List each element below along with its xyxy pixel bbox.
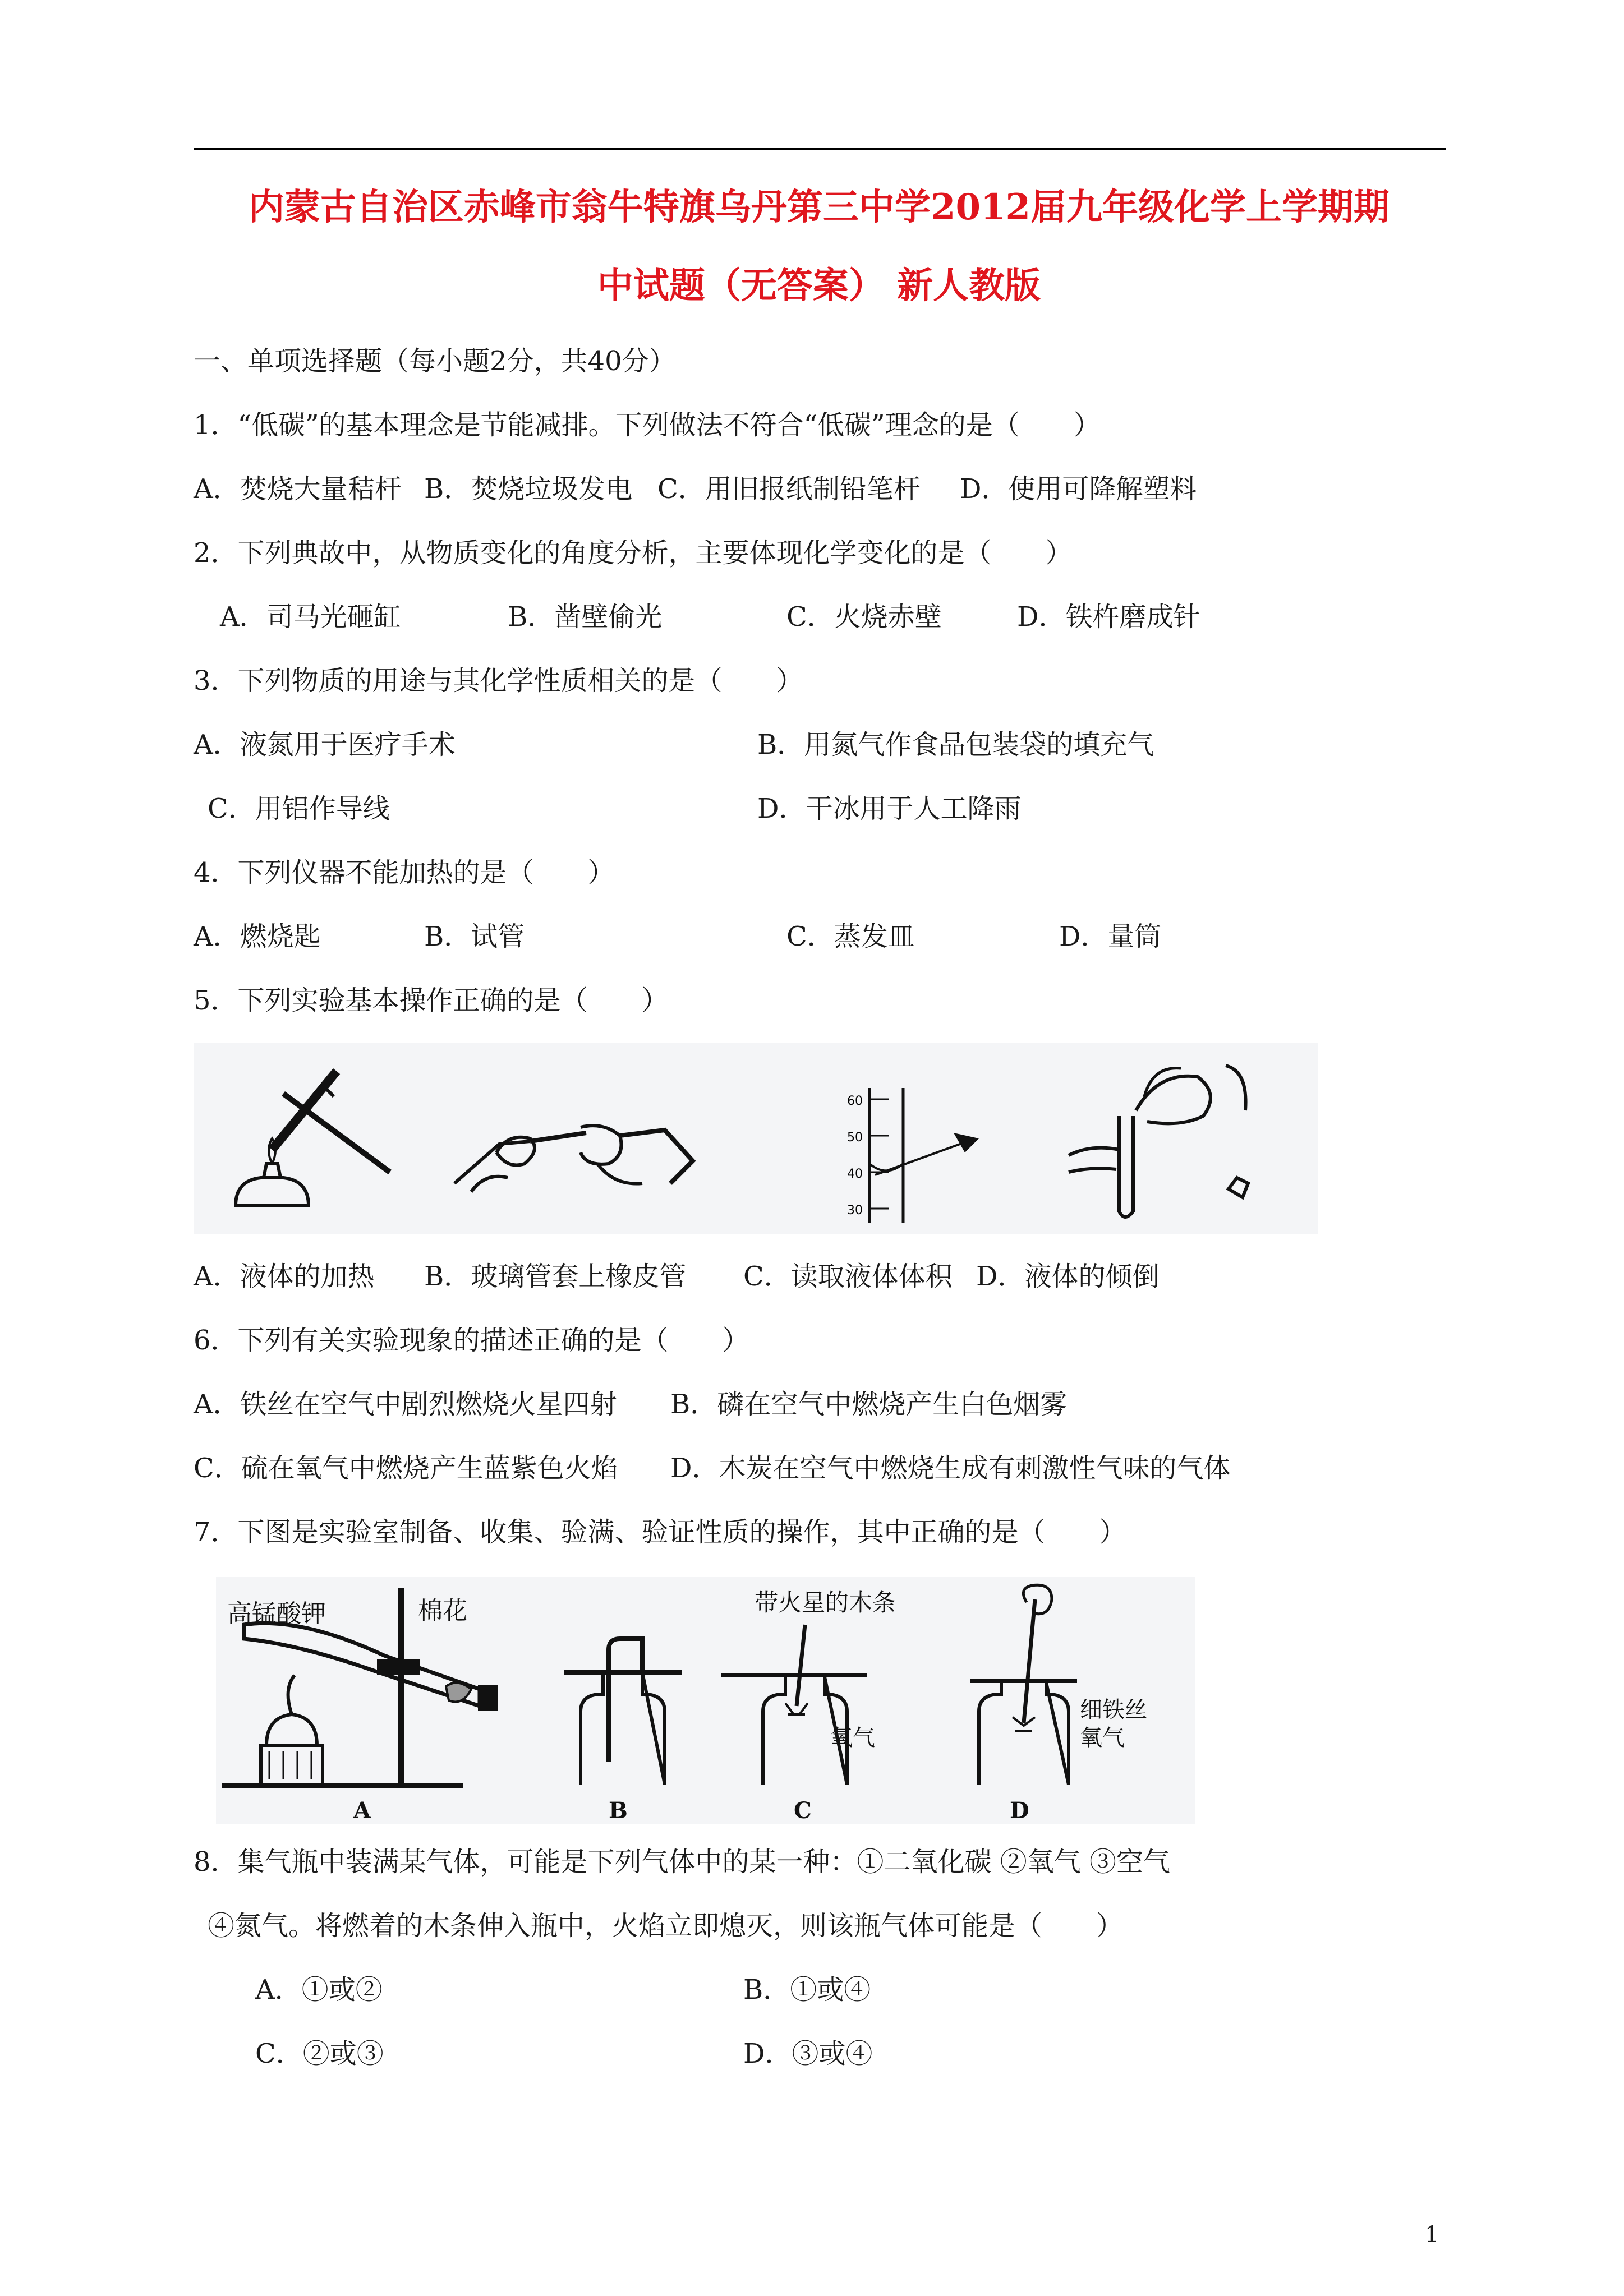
q4-option-c: C．蒸发皿 xyxy=(786,921,915,952)
q2-stem: 2．下列典故中，从物质变化的角度分析，主要体现化学变化的是（ ） xyxy=(194,537,1073,569)
q8-stem-line-2: ④氮气。将燃着的木条伸入瓶中，火焰立即熄灭，则该瓶气体可能是（ ） xyxy=(208,1910,1124,1942)
q5-figure xyxy=(194,1043,1318,1234)
q8-option-a: A．①或② xyxy=(255,1974,383,2005)
q7-label-oxygen-d: 氧气 xyxy=(1080,1725,1125,1751)
q4-option-d: D．量筒 xyxy=(1059,921,1162,952)
q3-option-c: C．用铝作导线 xyxy=(208,793,390,824)
q3-option-d: D．干冰用于人工降雨 xyxy=(757,793,1022,824)
title-line-1: 内蒙古自治区赤峰市翁牛特旗乌丹第三中学2012届九年级化学上学期期 xyxy=(248,186,1390,228)
q7-figure xyxy=(216,1577,1195,1824)
q4-option-b: B．试管 xyxy=(424,921,525,952)
q6-option-d: D．木炭在空气中燃烧生成有刺激性气味的气体 xyxy=(670,1453,1231,1484)
q5-panel-a-heating-liquid xyxy=(236,1071,390,1206)
q7-label-wire: 细铁丝 xyxy=(1080,1697,1147,1723)
section-heading: 一、单项选择题（每小题2分，共40分） xyxy=(194,345,676,377)
q2-option-a: A．司马光砸缸 xyxy=(220,601,401,633)
q7-letter: A xyxy=(353,1797,371,1824)
q6-stem: 6．下列有关实验现象的描述正确的是（ ） xyxy=(194,1325,749,1356)
q1-option-d: D．使用可降解塑料 xyxy=(960,473,1197,505)
q7-panel-d-property-test xyxy=(970,1585,1077,1785)
q7-label-cotton: 棉花 xyxy=(418,1597,467,1625)
title-line-2: 中试题（无答案） 新人教版 xyxy=(597,265,1041,307)
q5-panel-d-pouring-liquid xyxy=(1069,1066,1248,1217)
q7-label-kmno4: 高锰酸钾 xyxy=(227,1599,326,1628)
q5-scale-label: 30 xyxy=(847,1204,863,1218)
q7-label-oxygen-c: 氧气 xyxy=(830,1725,875,1751)
q5-scale-label: 50 xyxy=(847,1131,863,1145)
q6-option-b: B．磷在空气中燃烧产生白色烟雾 xyxy=(670,1389,1068,1420)
q5-option-c: C．读取液体体积 xyxy=(743,1261,953,1292)
q1-option-c: C．用旧报纸制铅笔杆 xyxy=(657,473,921,505)
q1-option-b: B．焚烧垃圾发电 xyxy=(424,473,633,505)
q4-stem: 4．下列仪器不能加热的是（ ） xyxy=(194,857,615,888)
q7-letter: B xyxy=(609,1797,628,1824)
q2-option-c: C．火烧赤壁 xyxy=(786,601,942,633)
q3-option-b: B．用氮气作食品包装袋的填充气 xyxy=(757,729,1154,760)
q3-stem: 3．下列物质的用途与其化学性质相关的是（ ） xyxy=(194,665,803,697)
q5-option-b: B．玻璃管套上橡皮管 xyxy=(424,1261,687,1292)
q7-letter: C xyxy=(794,1797,812,1824)
q6-option-c: C．硫在氧气中燃烧产生蓝紫色火焰 xyxy=(194,1453,618,1484)
q6-option-a: A．铁丝在空气中剧烈燃烧火星四射 xyxy=(194,1389,617,1420)
q7-label-splint: 带火星的木条 xyxy=(755,1589,896,1616)
q5-panel-b-tube-connection xyxy=(454,1126,693,1192)
q5-stem: 5．下列实验基本操作正确的是（ ） xyxy=(194,985,669,1016)
q7-panel-b-collection xyxy=(564,1639,682,1785)
q1-stem: 1．“低碳”的基本理念是节能减排。下列做法不符合“低碳”理念的是（ ） xyxy=(194,409,1101,441)
q7-panel-c-check-full xyxy=(721,1625,867,1785)
q8-option-c: C．②或③ xyxy=(255,2038,384,2069)
q5-option-a: A．液体的加热 xyxy=(194,1261,375,1292)
q1-option-a: A．焚烧大量秸杆 xyxy=(194,473,402,505)
q3-option-a: A．液氮用于医疗手术 xyxy=(194,729,456,760)
page-number: 1 xyxy=(1425,2222,1439,2248)
q5-scale-label: 60 xyxy=(847,1094,863,1108)
q8-option-b: B．①或④ xyxy=(743,1974,871,2005)
q8-option-d: D．③或④ xyxy=(743,2038,873,2069)
header-rule xyxy=(194,148,1446,150)
q5-scale-label: 40 xyxy=(847,1167,863,1181)
q2-option-d: D．铁杵磨成针 xyxy=(1017,601,1200,633)
q4-option-a: A．燃烧匙 xyxy=(194,921,321,952)
q2-option-b: B．凿壁偷光 xyxy=(508,601,663,633)
q7-stem: 7．下图是实验室制备、收集、验满、验证性质的操作，其中正确的是（ ） xyxy=(194,1516,1126,1548)
q8-stem-line-1: 8．集气瓶中装满某气体，可能是下列气体中的某一种：①二氧化碳 ②氧气 ③空气 xyxy=(194,1846,1171,1878)
q7-letter: D xyxy=(1010,1797,1029,1824)
q5-panel-c-reading-volume xyxy=(847,1088,979,1223)
q5-option-d: D．液体的倾倒 xyxy=(976,1261,1160,1292)
